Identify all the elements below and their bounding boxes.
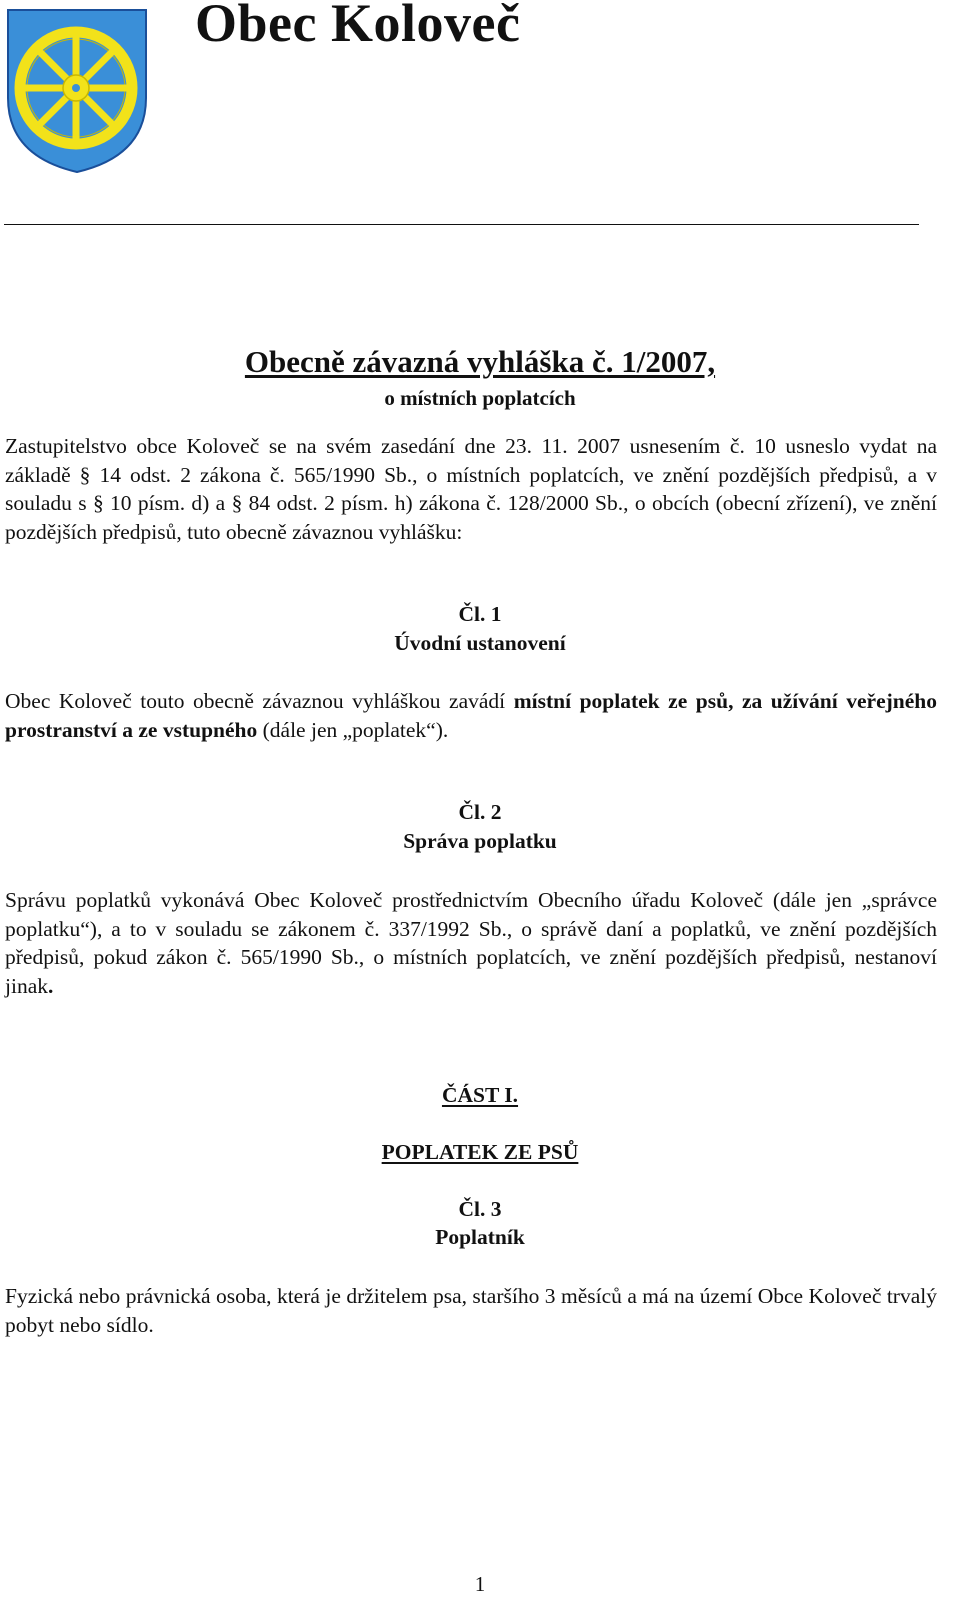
article-1-text-start: Obec Koloveč touto obecně závaznou vyhláškou zavádí [5, 689, 514, 713]
document-subtitle: o místních poplatcích [384, 386, 576, 410]
part-1-heading: POPLATEK ZE PSŮ [381, 1140, 579, 1164]
article-2-text: Správu poplatků vykonává Obec Koloveč prostřednictvím Obecního úřadu Koloveč (dále jen „správce poplatku“), a to v souladu se zákonem č. 337/1992 Sb., o správě daní a poplatků, ve znění pozdějších předpisů, pokud zákon č. 565/1990 Sb., o místních poplatcích, ve znění pozdějších předpisů, nestanoví jinak [5, 888, 937, 998]
article-1-heading: Úvodní ustanovení [394, 631, 566, 655]
article-3-heading: Poplatník [435, 1225, 525, 1249]
header-divider [4, 224, 919, 225]
article-3-number: Čl. 3 [458, 1197, 502, 1221]
page-number: 1 [474, 1572, 486, 1596]
preamble-paragraph: Zastupitelstvo obce Koloveč se na svém zasedání dne 23. 11. 2007 usnesením č. 10 usneslo vydat na základě § 14 odst. 2 zákona č. 565/1990 Sb., o místních poplatcích, ve znění pozdějších předpisů, a v souladu s § 10 písm. d) a § 84 odst. 2 písm. h) zákona č. 128/2000 Sb., o obcích (obecní zřízení), ve znění pozdějších předpisů, tuto obecně závaznou vyhlášku: [5, 434, 937, 544]
article-2-number: Čl. 2 [458, 800, 502, 824]
article-2-text-end: . [48, 973, 54, 998]
article-2-heading: Správa poplatku [403, 829, 557, 853]
article-1-text-end: (dále jen „poplatek“). [257, 717, 449, 742]
municipality-title: Obec Koloveč [195, 0, 521, 53]
part-1-label: ČÁST I. [441, 1083, 519, 1107]
article-3-paragraph: Fyzická nebo právnická osoba, která je držitelem psa, staršího 3 měsíců a má na území Obce Koloveč trvalý pobyt nebo sídlo. [5, 1284, 937, 1337]
document-title: Obecně závazná vyhláška č. 1/2007, [244, 344, 716, 379]
article-1-number: Čl. 1 [458, 602, 502, 626]
article-2-paragraph [5, 886, 937, 1000]
coat-of-arms-wheel-icon [4, 6, 150, 176]
article-1-text-bold: místní poplatek ze psů, za užívání veřejného prostranství a ze vstupného [5, 689, 937, 742]
article-1-paragraph [5, 687, 937, 744]
